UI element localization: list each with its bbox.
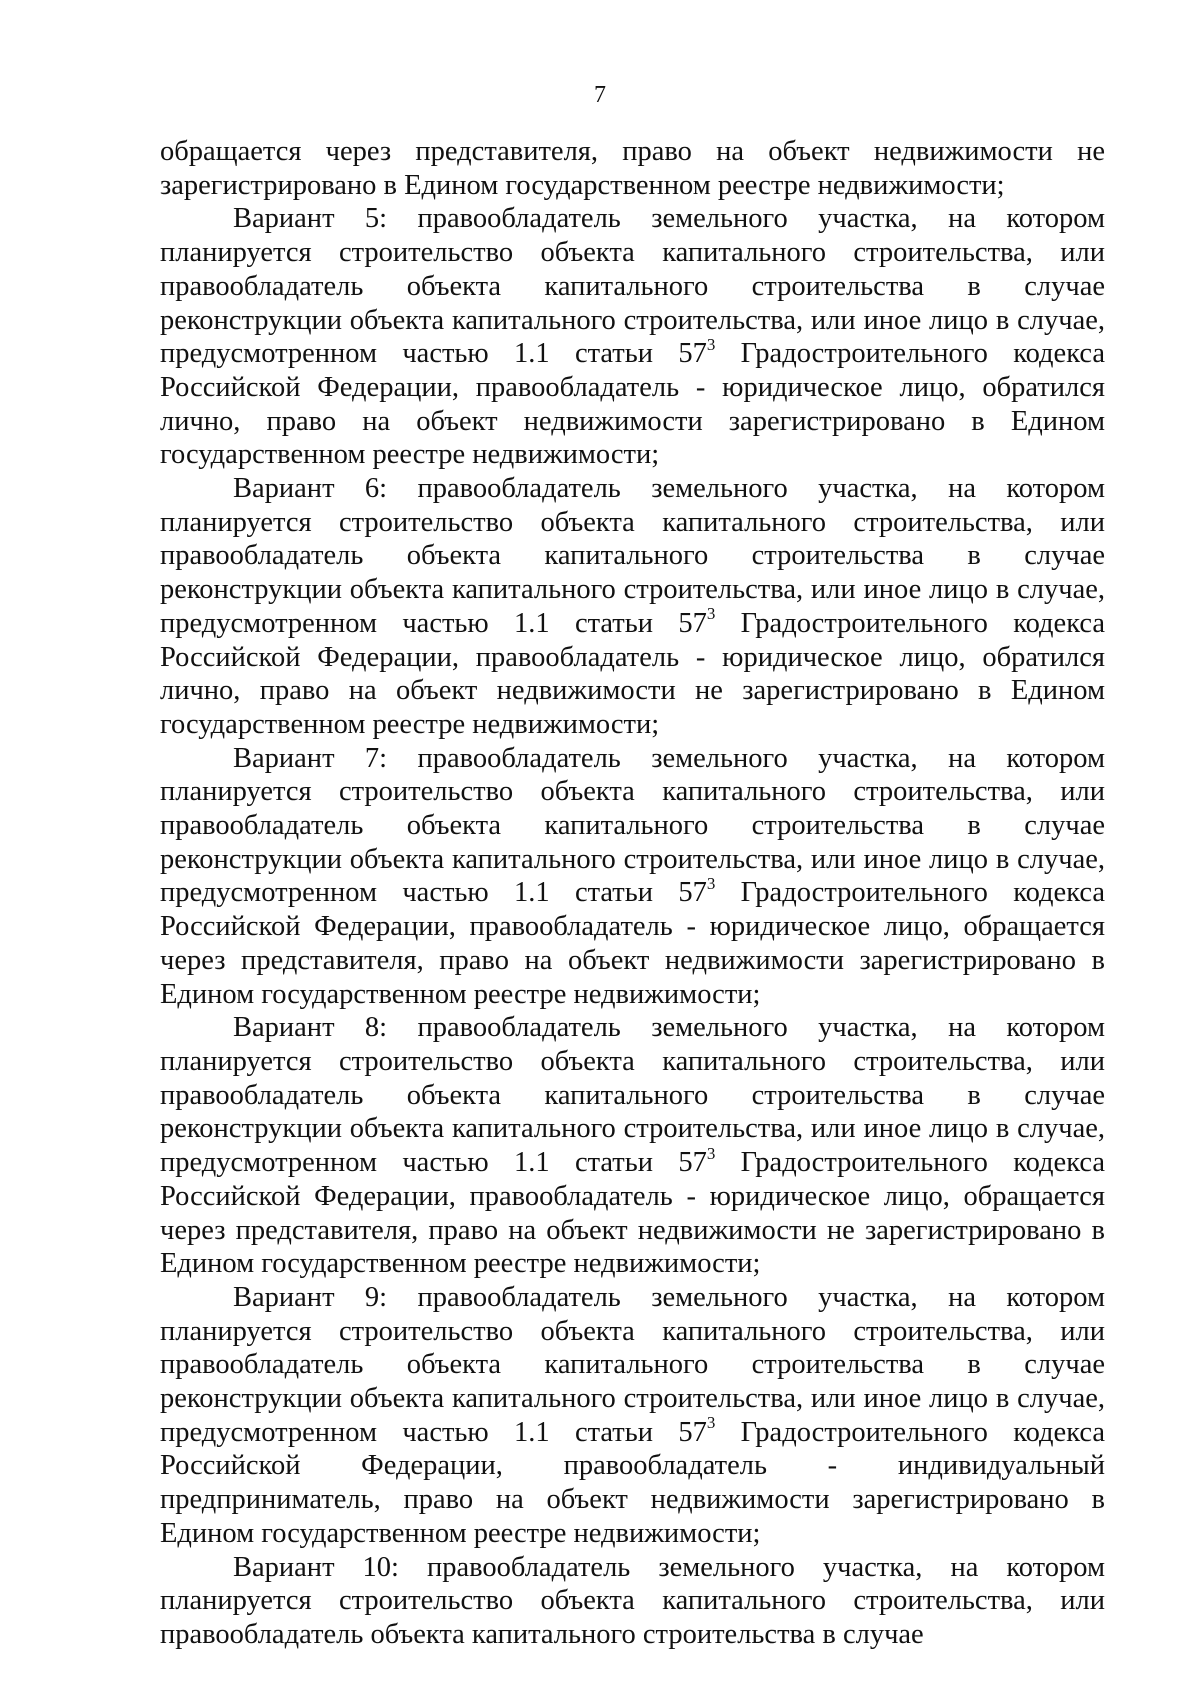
superscript: 3 xyxy=(706,873,716,893)
paragraph-text: обращается через представителя, право на объект недвижимости не зарегистрировано в Едином государственном реестре недвижимости; xyxy=(160,136,1105,201)
paragraph-text: Вариант 8: правообладатель земельного участка, на котором планируется строительство объекта капитального строительства, или правообладатель объекта капитального строительства в случае реконструкции объекта капитального строительства, или иное лицо в случае, предусмотренном частью 1.1 статьи 57 xyxy=(160,1012,1105,1179)
paragraph xyxy=(160,135,1105,202)
paragraph-text: Градостроительного кодекса Российской Федерации, правообладатель - юридическое лицо, обратился лично, право на объект недвижимости не зарегистрировано в Едином государственном реестре недвижимости; xyxy=(160,607,1105,740)
paragraph-text: Градостроительного кодекса Российской Федерации, правообладатель - юридическое лицо, обращается через представителя, право на объект недвижимости зарегистрировано в Едином государственном реестре недвижимости; xyxy=(160,877,1105,1010)
superscript: 3 xyxy=(706,604,716,624)
superscript: 3 xyxy=(706,1413,716,1433)
paragraph xyxy=(160,742,1105,1012)
document-body xyxy=(160,135,1105,1652)
superscript: 3 xyxy=(706,334,716,354)
paragraph-text: Вариант 7: правообладатель земельного участка, на котором планируется строительство объекта капитального строительства, или правообладатель объекта капитального строительства в случае реконструкции объекта капитального строительства, или иное лицо в случае, предусмотренном частью 1.1 статьи 57 xyxy=(160,742,1105,909)
paragraph-text: Вариант 5: правообладатель земельного участка, на котором планируется строительство объекта капитального строительства, или правообладатель объекта капитального строительства в случае реконструкции объекта капитального строительства, или иное лицо в случае, предусмотренном частью 1.1 статьи 57 xyxy=(160,203,1105,370)
paragraph xyxy=(160,1011,1105,1281)
paragraph-text: Вариант 9: правообладатель земельного участка, на котором планируется строительство объекта капитального строительства, или правообладатель объекта капитального строительства в случае реконструкции объекта капитального строительства, или иное лицо в случае, предусмотренном частью 1.1 статьи 57 xyxy=(160,1281,1105,1448)
paragraph xyxy=(160,1281,1105,1551)
paragraph-text: Вариант 10: правообладатель земельного участка, на котором планируется строительство объекта капитального строительства, или правообладатель объекта капитального строительства в случае xyxy=(160,1551,1105,1650)
paragraph-text: Вариант 6: правообладатель земельного участка, на котором планируется строительство объекта капитального строительства, или правообладатель объекта капитального строительства в случае реконструкции объекта капитального строительства, или иное лицо в случае, предусмотренном частью 1.1 статьи 57 xyxy=(160,473,1105,639)
paragraph-text: Градостроительного кодекса Российской Федерации, правообладатель - индивидуальный предприниматель, право на объект недвижимости зарегистрировано в Едином государственном реестре недвижимости; xyxy=(160,1416,1105,1549)
paragraph-text: Градостроительного кодекса Российской Федерации, правообладатель - юридическое лицо, обращается через представителя, право на объект недвижимости не зарегистрировано в Едином государственном реестре недвижимости; xyxy=(160,1147,1105,1280)
paragraph xyxy=(160,472,1105,742)
paragraph-text: Градостроительного кодекса Российской Федерации, правообладатель - юридическое лицо, обратился лично, право на объект недвижимости зарегистрировано в Едином государственном реестре недвижимости; xyxy=(160,338,1105,471)
paragraph xyxy=(160,202,1105,472)
page-number: 7 xyxy=(594,82,606,108)
superscript: 3 xyxy=(706,1143,716,1163)
paragraph xyxy=(160,1551,1105,1652)
